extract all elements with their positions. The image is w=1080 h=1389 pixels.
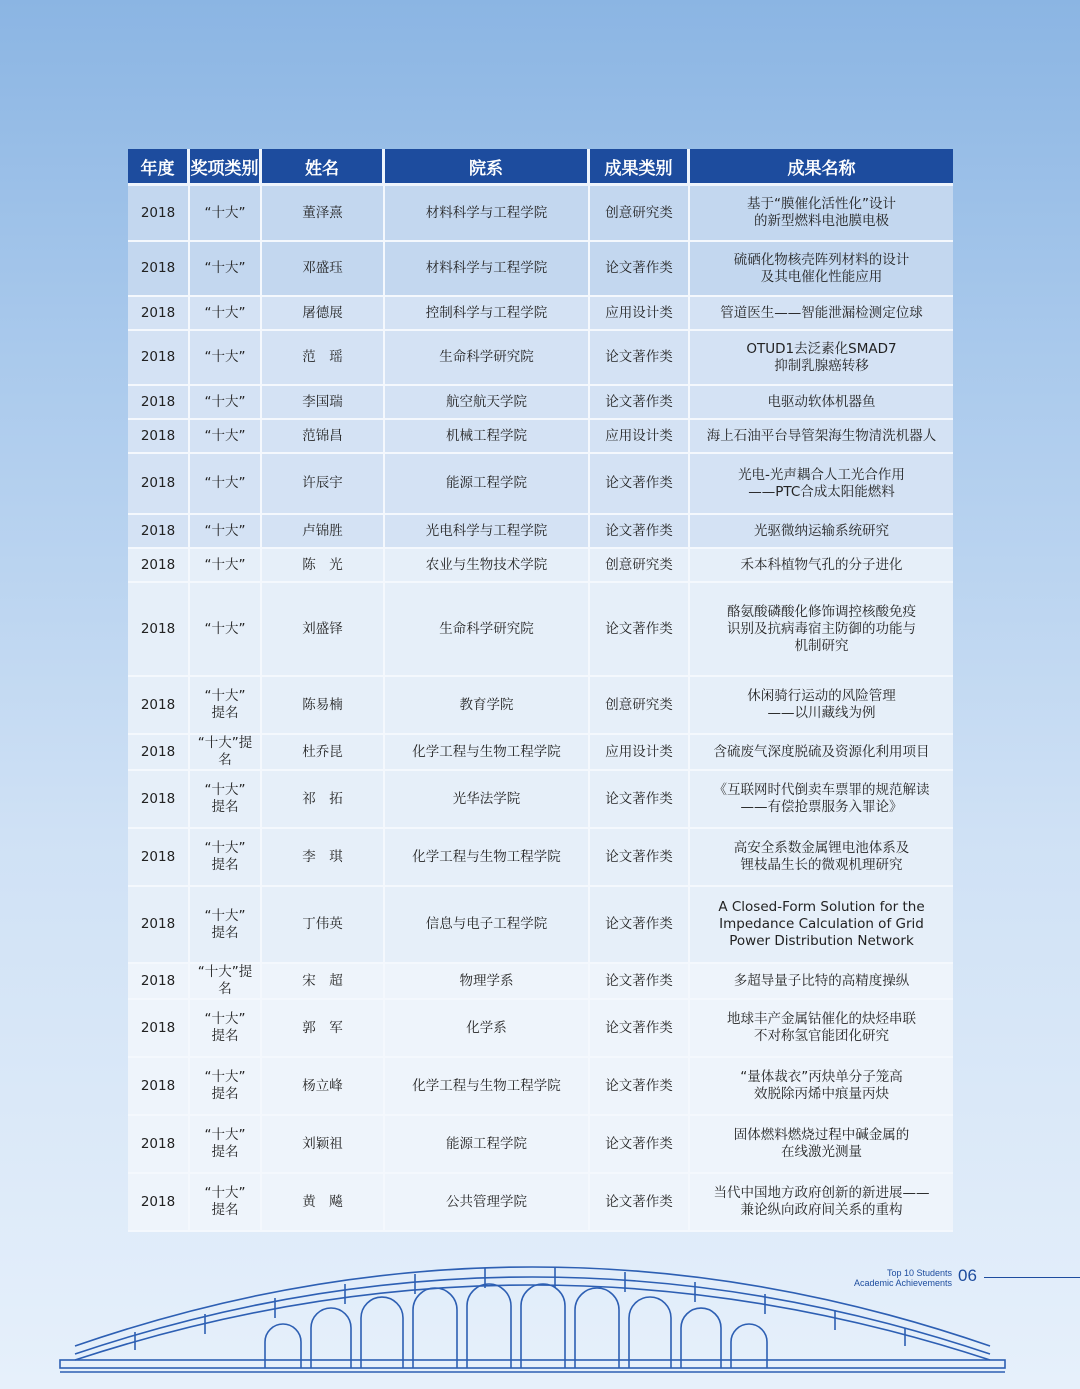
cell-award: “十大” (190, 515, 262, 549)
header-name: 姓名 (262, 149, 385, 186)
cell-type: 应用设计类 (590, 735, 690, 771)
cell-title: 固体燃料燃烧过程中碱金属的 在线激光测量 (690, 1116, 953, 1174)
cell-title: A Closed-Form Solution for the Impedance Calculation of Grid Power Distribution Network (690, 887, 953, 964)
cell-dept: 能源工程学院 (385, 1116, 590, 1174)
cell-name: 杨立峰 (262, 1058, 385, 1116)
header-type: 成果类别 (590, 149, 690, 186)
cell-year: 2018 (128, 964, 190, 1000)
cell-dept: 农业与生物技术学院 (385, 549, 590, 583)
cell-type: 论文著作类 (590, 1058, 690, 1116)
cell-title: 休闲骑行运动的风险管理 ——以川藏线为例 (690, 677, 953, 735)
cell-title: 光驱微纳运输系统研究 (690, 515, 953, 549)
cell-name: 李 琪 (262, 829, 385, 887)
cell-award: “十大” (190, 386, 262, 420)
cell-year: 2018 (128, 583, 190, 677)
table-row (128, 297, 953, 331)
cell-year: 2018 (128, 331, 190, 386)
cell-title: 当代中国地方政府创新的新进展—— 兼论纵向政府间关系的重构 (690, 1174, 953, 1232)
cell-title: 酪氨酸磷酸化修饰调控核酸免疫 识别及抗病毒宿主防御的功能与 机制研究 (690, 583, 953, 677)
cell-type: 应用设计类 (590, 297, 690, 331)
cell-type: 应用设计类 (590, 420, 690, 454)
cell-award: “十大” (190, 583, 262, 677)
cell-name: 李国瑞 (262, 386, 385, 420)
cell-award: “十大” 提名 (190, 1058, 262, 1116)
cell-award: “十大” (190, 242, 262, 297)
table-row (128, 549, 953, 583)
cell-award: “十大” 提名 (190, 887, 262, 964)
cell-year: 2018 (128, 1000, 190, 1058)
page-number: 06 (958, 1266, 977, 1285)
cell-title: 管道医生——智能泄漏检测定位球 (690, 297, 953, 331)
cell-title: 海上石油平台导管架海生物清洗机器人 (690, 420, 953, 454)
cell-title: 电驱动软体机器鱼 (690, 386, 953, 420)
cell-year: 2018 (128, 386, 190, 420)
cell-year: 2018 (128, 515, 190, 549)
cell-award: “十大” (190, 331, 262, 386)
cell-award: “十大” 提名 (190, 829, 262, 887)
table-row (128, 1058, 953, 1116)
table-row (128, 1174, 953, 1232)
cell-type: 论文著作类 (590, 964, 690, 1000)
cell-name: 陈 光 (262, 549, 385, 583)
cell-award: “十大” (190, 186, 262, 242)
cell-dept: 化学工程与生物工程学院 (385, 735, 590, 771)
cell-year: 2018 (128, 771, 190, 829)
cell-type: 创意研究类 (590, 677, 690, 735)
cell-dept: 材料科学与工程学院 (385, 186, 590, 242)
cell-name: 杜乔昆 (262, 735, 385, 771)
cell-award: “十大” 提名 (190, 1174, 262, 1232)
cell-dept: 控制科学与工程学院 (385, 297, 590, 331)
cell-title: 多超导量子比特的高精度操纵 (690, 964, 953, 1000)
cell-title: 光电-光声耦合人工光合作用 ——PTC合成太阳能燃料 (690, 454, 953, 515)
cell-name: 屠德展 (262, 297, 385, 331)
cell-dept: 生命科学研究院 (385, 583, 590, 677)
cell-dept: 能源工程学院 (385, 454, 590, 515)
table-row (128, 1000, 953, 1058)
cell-name: 黄 飚 (262, 1174, 385, 1232)
cell-type: 论文著作类 (590, 771, 690, 829)
cell-dept: 化学工程与生物工程学院 (385, 1058, 590, 1116)
cell-dept: 光电科学与工程学院 (385, 515, 590, 549)
cell-award: “十大” 提名 (190, 771, 262, 829)
table-row (128, 242, 953, 297)
cell-name: 范锦昌 (262, 420, 385, 454)
cell-award: “十大” (190, 549, 262, 583)
cell-award: “十大” 提名 (190, 677, 262, 735)
cell-name: 邓盛珏 (262, 242, 385, 297)
cell-name: 刘盛铎 (262, 583, 385, 677)
cell-type: 论文著作类 (590, 829, 690, 887)
cell-type: 论文著作类 (590, 1116, 690, 1174)
cell-dept: 航空航天学院 (385, 386, 590, 420)
footer-line-1: Top 10 Students (886, 1268, 952, 1278)
cell-year: 2018 (128, 1116, 190, 1174)
cell-year: 2018 (128, 186, 190, 242)
cell-title: 基于“膜催化活性化”设计 的新型燃料电池膜电极 (690, 186, 953, 242)
cell-year: 2018 (128, 1174, 190, 1232)
table-row (128, 677, 953, 735)
cell-title: 高安全系数金属锂电池体系及 锂枝晶生长的微观机理研究 (690, 829, 953, 887)
table-row (128, 386, 953, 420)
cell-type: 论文著作类 (590, 887, 690, 964)
cell-dept: 材料科学与工程学院 (385, 242, 590, 297)
cell-title: 地球丰产金属钴催化的炔烃串联 不对称氢官能团化研究 (690, 1000, 953, 1058)
table-row (128, 771, 953, 829)
table-row (128, 454, 953, 515)
cell-name: 陈易楠 (262, 677, 385, 735)
footer-line-2: Academic Achievements (853, 1278, 952, 1288)
header-title: 成果名称 (690, 149, 953, 186)
cell-year: 2018 (128, 1058, 190, 1116)
cell-name: 祁 拓 (262, 771, 385, 829)
cell-year: 2018 (128, 297, 190, 331)
cell-dept: 物理学系 (385, 964, 590, 1000)
bridge-illustration-icon (55, 1250, 1010, 1380)
cell-dept: 信息与电子工程学院 (385, 887, 590, 964)
cell-type: 论文著作类 (590, 515, 690, 549)
cell-year: 2018 (128, 829, 190, 887)
cell-dept: 光华法学院 (385, 771, 590, 829)
cell-type: 创意研究类 (590, 549, 690, 583)
table-row (128, 583, 953, 677)
cell-year: 2018 (128, 242, 190, 297)
cell-type: 论文著作类 (590, 454, 690, 515)
table-row (128, 515, 953, 549)
cell-name: 董泽熹 (262, 186, 385, 242)
cell-award: “十大” (190, 454, 262, 515)
cell-name: 郭 军 (262, 1000, 385, 1058)
cell-name: 范 瑶 (262, 331, 385, 386)
table-row (128, 1116, 953, 1174)
cell-name: 许辰宇 (262, 454, 385, 515)
cell-award: “十大”提名 (190, 964, 262, 1000)
cell-dept: 教育学院 (385, 677, 590, 735)
table-row (128, 735, 953, 771)
cell-type: 论文著作类 (590, 386, 690, 420)
cell-award: “十大” 提名 (190, 1000, 262, 1058)
cell-year: 2018 (128, 549, 190, 583)
cell-title: 《互联网时代倒卖车票罪的规范解读 ——有偿抢票服务入罪论》 (690, 771, 953, 829)
achievements-table (128, 149, 953, 1232)
cell-year: 2018 (128, 420, 190, 454)
cell-dept: 化学工程与生物工程学院 (385, 829, 590, 887)
cell-name: 丁伟英 (262, 887, 385, 964)
cell-type: 创意研究类 (590, 186, 690, 242)
achievements-table-wrap (128, 149, 953, 1232)
cell-name: 刘颖祖 (262, 1116, 385, 1174)
header-award: 奖项类别 (190, 149, 262, 186)
table-row (128, 420, 953, 454)
cell-title: 硫硒化物核壳阵列材料的设计 及其电催化性能应用 (690, 242, 953, 297)
cell-dept: 生命科学研究院 (385, 331, 590, 386)
cell-award: “十大” 提名 (190, 1116, 262, 1174)
cell-year: 2018 (128, 454, 190, 515)
cell-type: 论文著作类 (590, 583, 690, 677)
table-row (128, 331, 953, 386)
cell-type: 论文著作类 (590, 242, 690, 297)
cell-dept: 化学系 (385, 1000, 590, 1058)
header-dept: 院系 (385, 149, 590, 186)
table-row (128, 186, 953, 242)
cell-type: 论文著作类 (590, 1174, 690, 1232)
cell-award: “十大”提名 (190, 735, 262, 771)
cell-award: “十大” (190, 420, 262, 454)
cell-year: 2018 (128, 887, 190, 964)
table-row (128, 887, 953, 964)
cell-dept: 机械工程学院 (385, 420, 590, 454)
table-header-row (128, 149, 953, 186)
cell-title: “量体裁衣”丙炔单分子笼高 效脱除丙烯中痕量丙炔 (690, 1058, 953, 1116)
header-year: 年度 (128, 149, 190, 186)
cell-award: “十大” (190, 297, 262, 331)
cell-name: 卢锦胜 (262, 515, 385, 549)
cell-type: 论文著作类 (590, 331, 690, 386)
cell-title: OTUD1去泛素化SMAD7 抑制乳腺癌转移 (690, 331, 953, 386)
cell-dept: 公共管理学院 (385, 1174, 590, 1232)
cell-title: 含硫废气深度脱硫及资源化利用项目 (690, 735, 953, 771)
table-row (128, 964, 953, 1000)
cell-title: 禾本科植物气孔的分子进化 (690, 549, 953, 583)
table-row (128, 829, 953, 887)
cell-name: 宋 超 (262, 964, 385, 1000)
cell-year: 2018 (128, 735, 190, 771)
cell-year: 2018 (128, 677, 190, 735)
cell-type: 论文著作类 (590, 1000, 690, 1058)
